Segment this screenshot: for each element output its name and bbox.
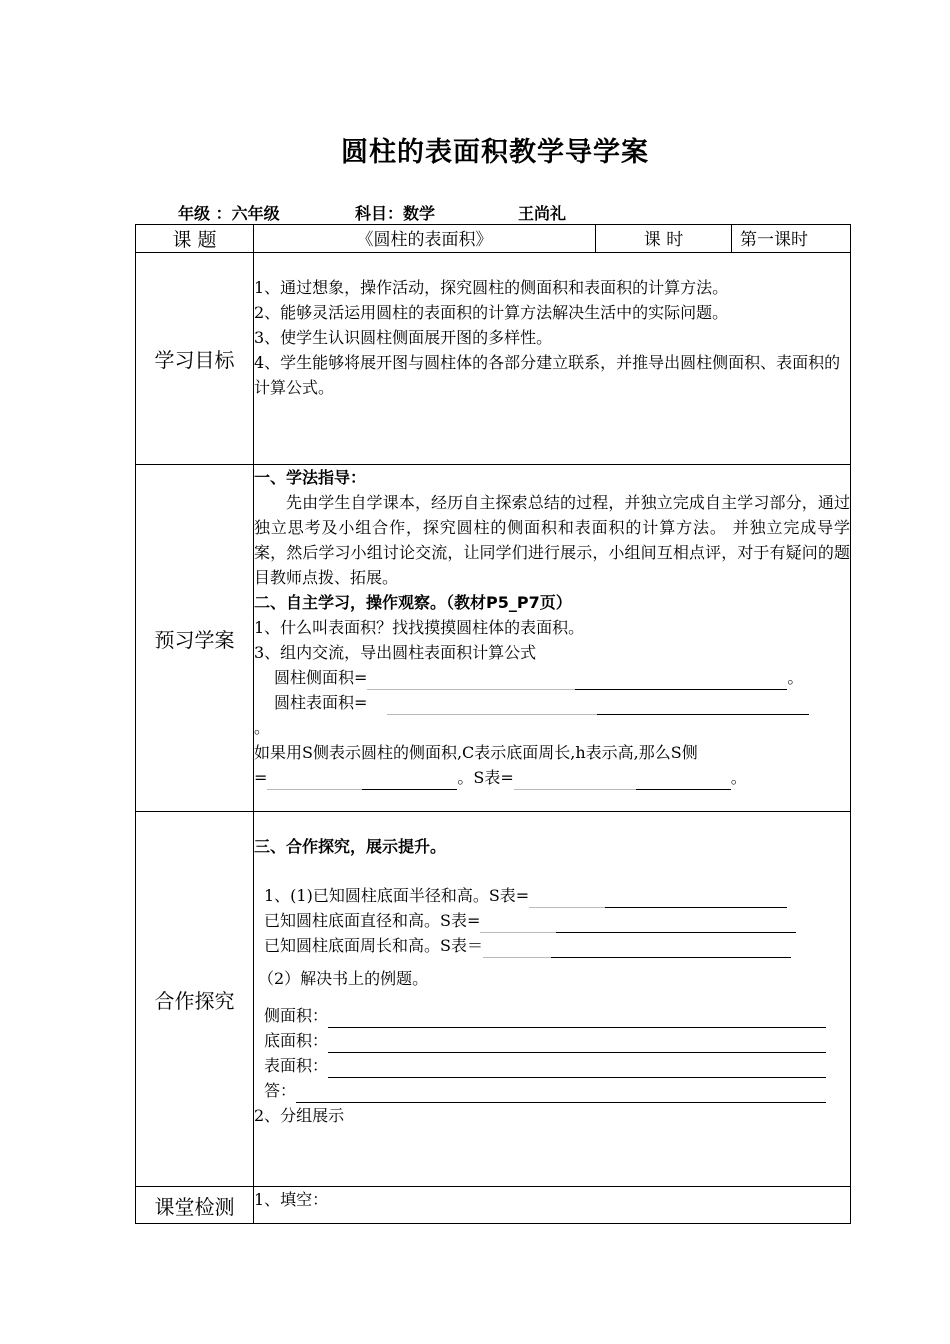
goal-item: 3、使学生认识圆柱侧面展开图的多样性。	[254, 328, 553, 347]
example-heading: （2）解决书上的例题。	[258, 969, 429, 988]
answer-label: 答：	[264, 1081, 297, 1100]
radius-height: 1、(1)已知圆柱底面半径和高。S表=	[264, 886, 530, 905]
circumference-height: 已知圆柱底面周长和高。S表＝	[264, 936, 483, 955]
blank-line[interactable]	[328, 1007, 826, 1028]
self-study-heading: 二、自主学习，操作观察。（教材P5_P7页）	[254, 593, 572, 612]
method-heading: 一、学法指导：	[254, 468, 367, 487]
group-show: 2、分组展示	[254, 1106, 345, 1125]
preview-content: 一、学法指导： 先由学生自学课本，经历自主探索总结的过程，并独立完成自主学习部分，通过独立思考及小组合作，探究圆柱的侧面积和表面积的计算方法。 并独立完成导学案，然后学习小组讨论交流，让同学们进行展示，小组间互相点评，对于有疑问的题目教师点拨、拓展。 二、自主学习，操作观察。（教材P5_P7页） 1、什么叫表面积？找找摸摸圆柱体的表面积。 3、组内交流，导出圆柱表面积计算公式 圆柱侧面积= 。 圆柱表面积= 。 如果用S侧表示圆柱的侧面积,C表示底面周长,h表示高,那么S侧 = 。S表= 。	[254, 465, 851, 812]
blank-line[interactable]	[362, 769, 457, 790]
blank-line[interactable]	[575, 669, 787, 690]
header-row	[136, 225, 851, 253]
question-1: 1、什么叫表面积？找找摸摸圆柱体的表面积。	[254, 618, 585, 637]
surface-area-answer-label: 表面积：	[264, 1056, 329, 1075]
goal-item: 4、学生能够将展开图与圆柱体的各部分建立联系，并推导出圆柱侧面积、表面积的计算公式。	[254, 353, 841, 397]
subject-label: 科目：数学	[355, 204, 436, 223]
lesson-table	[135, 224, 851, 1224]
surface-area-label: 圆柱表面积=	[274, 693, 368, 712]
coop-heading: 三、合作探究，展示提升。	[254, 837, 447, 856]
goals-label: 学习目标	[136, 253, 254, 465]
blank-line[interactable]	[556, 912, 796, 933]
period-value: 第一课时	[732, 225, 851, 253]
check-label: 课堂检测	[136, 1187, 254, 1224]
blank-line[interactable]	[328, 1057, 826, 1078]
coop-row	[136, 812, 851, 1187]
side-area-label: 侧面积：	[264, 1006, 329, 1025]
blank-line[interactable]	[636, 769, 731, 790]
method-paragraph: 先由学生自学课本，经历自主探索总结的过程，并独立完成自主学习部分，通过独立思考及小组合作，探究圆柱的侧面积和表面积的计算方法。 并独立完成导学案，然后学习小组讨论交流，让同学们进行展示，小组间互相点评，对于有疑问的题目教师点拨、拓展。	[254, 493, 850, 587]
lateral-area-label: 圆柱侧面积=	[274, 668, 368, 687]
goal-item: 1、通过想象，操作活动，探究圆柱的侧面积和表面积的计算方法。	[254, 278, 729, 297]
blank-line[interactable]	[551, 937, 791, 958]
blank-line[interactable]	[328, 1032, 826, 1053]
topic-value: 《圆柱的表面积》	[254, 225, 596, 253]
formula-sentence: 如果用S侧表示圆柱的侧面积,C表示底面周长,h表示高,那么S侧	[254, 743, 698, 762]
coop-label: 合作探究	[136, 812, 254, 1187]
diameter-height: 已知圆柱底面直径和高。S表=	[264, 911, 481, 930]
preview-label: 预习学案	[136, 465, 254, 812]
preview-row	[136, 465, 851, 812]
topic-label: 课 题	[136, 225, 254, 253]
blank-line[interactable]	[597, 694, 809, 715]
base-area-label: 底面积：	[264, 1031, 329, 1050]
page-title: 圆柱的表面积教学导学案	[341, 137, 649, 168]
coop-content	[254, 812, 851, 1187]
blank-line[interactable]	[605, 887, 787, 908]
teacher-name: 王尚礼	[518, 204, 567, 223]
question-3: 3、组内交流，导出圆柱表面积计算公式	[254, 643, 537, 662]
goals-content	[254, 253, 851, 465]
goals-row	[136, 253, 851, 465]
grade-label: 年级 ：六年级	[178, 204, 280, 223]
period-label: 课 时	[596, 225, 732, 253]
blank-line[interactable]	[296, 1082, 826, 1103]
goal-item: 2、能够灵活运用圆柱的表面积的计算方法解决生活中的实际问题。	[254, 303, 729, 322]
check-row	[136, 1187, 851, 1224]
fill-blank-question: 1、填空：	[254, 1190, 329, 1209]
check-content	[254, 1187, 851, 1224]
